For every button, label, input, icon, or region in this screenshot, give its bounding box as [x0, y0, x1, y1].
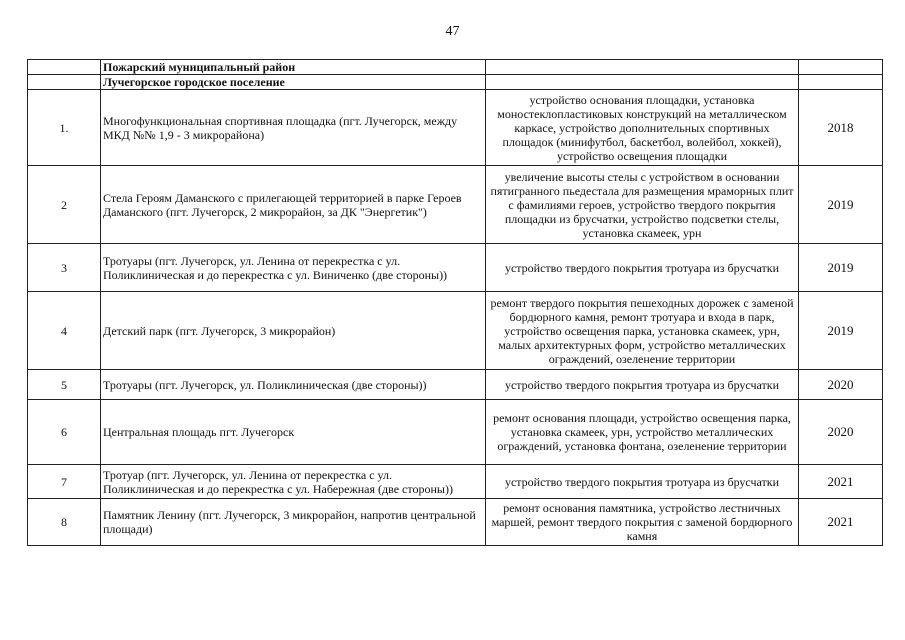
table-row	[28, 465, 883, 499]
object-name: Памятник Ленину (пгт. Лучегорск, 3 микрорайон, напротив центральной площади)	[101, 499, 486, 546]
year: 2020	[799, 400, 883, 465]
settlement-num-cell	[28, 75, 101, 90]
object-name: Центральная площадь пгт. Лучегорск	[101, 400, 486, 465]
objects-table	[27, 59, 883, 546]
table-row	[28, 499, 883, 546]
table-row	[28, 400, 883, 465]
settlement-title: Лучегорское городское поселение	[101, 75, 486, 90]
year: 2018	[799, 90, 883, 166]
row-number: 7	[28, 465, 101, 499]
object-name: Тротуары (пгт. Лучегорск, ул. Поликлиническая (две стороны))	[101, 370, 486, 400]
work-description: ремонт твердого покрытия пешеходных дорожек с заменой бордюрного камня, ремонт тротуара и входа в парк, устройство освещения парка, установка скамеек, урн, малых архитектурных форм, устройство металлических ограждений, озеленение территории	[486, 292, 799, 370]
row-number: 4	[28, 292, 101, 370]
table-row	[28, 90, 883, 166]
year: 2021	[799, 465, 883, 499]
table-row	[28, 166, 883, 244]
work-description: ремонт основания памятника, устройство лестничных маршей, ремонт твердого покрытия с заменой бордюрного камня	[486, 499, 799, 546]
row-number: 2	[28, 166, 101, 244]
table-row	[28, 244, 883, 292]
row-number: 1.	[28, 90, 101, 166]
settlement-year-cell	[799, 75, 883, 90]
year: 2019	[799, 244, 883, 292]
object-name: Многофункциональная спортивная площадка (пгт. Лучегорск, между МКД №№ 1,9 - 3 микрорайона)	[101, 90, 486, 166]
page-number: 47	[445, 24, 460, 39]
district-num-cell	[28, 60, 101, 75]
work-description: ремонт основания площади, устройство освещения парка, установка скамеек, урн, устройство металлических ограждений, установка фонтана, озеленение территории	[486, 400, 799, 465]
work-description: устройство твердого покрытия тротуара из брусчатки	[486, 370, 799, 400]
table-row	[28, 292, 883, 370]
row-number: 3	[28, 244, 101, 292]
district-year-cell	[799, 60, 883, 75]
district-row	[28, 60, 883, 75]
work-description: устройство твердого покрытия тротуара из брусчатки	[486, 465, 799, 499]
district-work-cell	[486, 60, 799, 75]
object-name: Тротуары (пгт. Лучегорск, ул. Ленина от перекрестка с ул. Поликлиническая и до перекрестка с ул. Виниченко (две стороны))	[101, 244, 486, 292]
row-number: 6	[28, 400, 101, 465]
row-number: 8	[28, 499, 101, 546]
district-title: Пожарский муниципальный район	[101, 60, 486, 75]
settlement-row	[28, 75, 883, 90]
object-name: Стела Героям Даманского с прилегающей территорией в парке Героев Даманского (пгт. Лучегорск, 2 микрорайон, за ДК "Энергетик")	[101, 166, 486, 244]
object-name: Тротуар (пгт. Лучегорск, ул. Ленина от перекрестка с ул. Поликлиническая и до перекрестка с ул. Набережная (две стороны))	[101, 465, 486, 499]
work-description: устройство основания площадки, установка моностеклопластиковых конструкций на металлическом каркасе, устройство дополнительных спортивных площадок (минифутбол, баскетбол, волейбол, хоккей), устройство освещения площадки	[486, 90, 799, 166]
object-name: Детский парк (пгт. Лучегорск, 3 микрорайон)	[101, 292, 486, 370]
year: 2019	[799, 166, 883, 244]
year: 2021	[799, 499, 883, 546]
year: 2019	[799, 292, 883, 370]
table-row	[28, 370, 883, 400]
row-number: 5	[28, 370, 101, 400]
work-description: увеличение высоты стелы с устройством в основании пятигранного пьедестала для размещения мраморных плит с фамилиями героев, устройство твердого покрытия площадки из брусчатки, устройство подсветки стелы, установка скамеек, урн	[486, 166, 799, 244]
settlement-work-cell	[486, 75, 799, 90]
work-description: устройство твердого покрытия тротуара из брусчатки	[486, 244, 799, 292]
year: 2020	[799, 370, 883, 400]
